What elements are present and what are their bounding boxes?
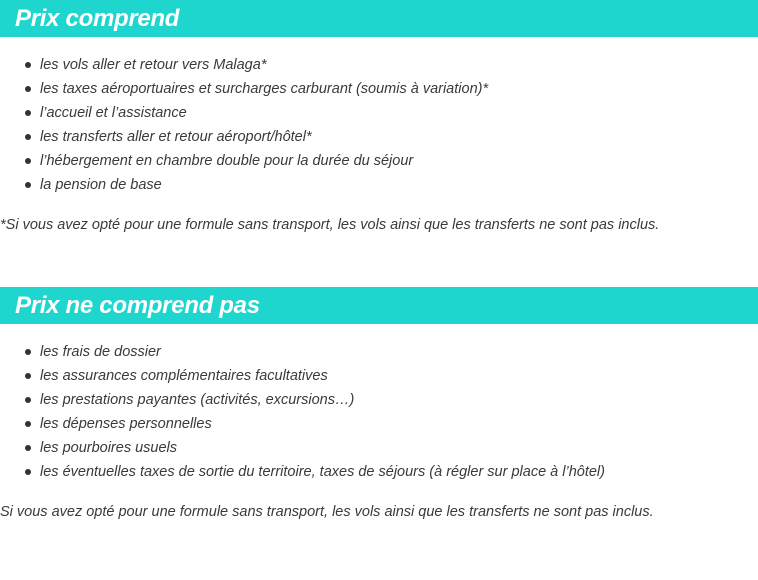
list-item [0,364,758,388]
list-item [0,77,758,101]
list-item-text: les frais de dossier [40,344,161,360]
bullet-icon [25,349,31,355]
included-note: *Si vous avez opté pour une formule sans transport, les vols ainsi que les transferts ne sont pas inclus. [0,217,660,233]
list-item-text: les assurances complémentaires facultatives [40,368,328,384]
list-item [0,460,758,484]
bullet-icon [25,373,31,379]
list-item-text: la pension de base [40,177,162,193]
bullet-icon [25,421,31,427]
list-item [0,125,758,149]
included-list [0,53,758,197]
list-item-text: les transferts aller et retour aéroport/hôtel* [40,129,312,145]
list-item [0,53,758,77]
bullet-icon [25,86,31,92]
bullet-icon [25,158,31,164]
excluded-section-header [0,287,758,324]
list-item-text: les vols aller et retour vers Malaga* [40,57,267,73]
list-item [0,340,758,364]
list-item [0,149,758,173]
list-item [0,436,758,460]
bullet-icon [25,134,31,140]
excluded-list [0,340,758,484]
bullet-icon [25,469,31,475]
list-item-text: l’hébergement en chambre double pour la durée du séjour [40,153,414,169]
list-item [0,173,758,197]
included-section-title: Prix comprend [15,5,180,32]
list-item [0,101,758,125]
list-item [0,412,758,436]
included-section-header [0,0,758,37]
list-item-text: les pourboires usuels [40,440,178,456]
list-item [0,388,758,412]
bullet-icon [25,110,31,116]
list-item-text: les prestations payantes (activités, excursions…) [40,392,355,408]
list-item-text: les dépenses personnelles [40,416,212,432]
bullet-icon [25,182,31,188]
list-item-text: les éventuelles taxes de sortie du territoire, taxes de séjours (à régler sur place à l’hôtel) [40,464,605,480]
bullet-icon [25,445,31,451]
excluded-note: Si vous avez opté pour une formule sans transport, les vols ainsi que les transferts ne sont pas inclus. [0,504,654,520]
excluded-section-title: Prix ne comprend pas [15,292,260,319]
bullet-icon [25,397,31,403]
list-item-text: l’accueil et l’assistance [40,105,187,121]
list-item-text: les taxes aéroportuaires et surcharges carburant (soumis à variation)* [40,81,489,97]
bullet-icon [25,62,31,68]
